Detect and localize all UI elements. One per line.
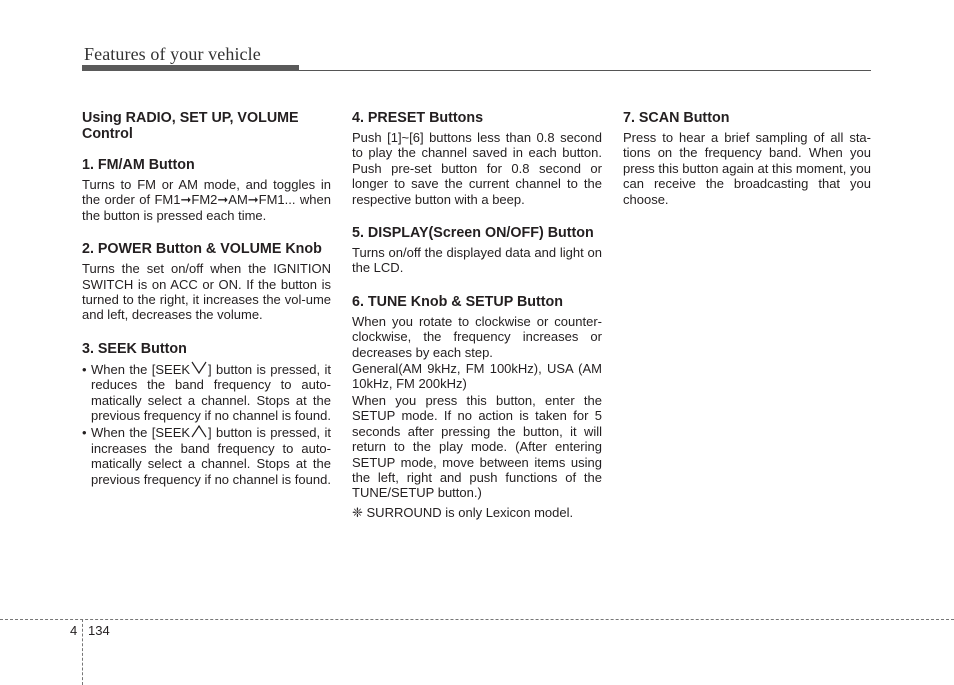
surround-note: ❈ SURROUND is only Lexicon model. bbox=[352, 504, 574, 520]
display-description: Turns on/off the displayed data and light on the LCD. bbox=[352, 245, 602, 276]
scan-description: Press to hear a brief sampling of all sta-tions on the frequency band. When you press this button again at this moment, you can receive the broadcasting that you choose. bbox=[623, 130, 871, 207]
chapter-number: 4 bbox=[70, 623, 78, 638]
header-rule bbox=[299, 70, 871, 71]
power-volume-description: Turns the set on/off when the IGNITION SWITCH is on ACC or ON. If the button is turned to the right, it increases the vol-ume and left, decreases the volume. bbox=[82, 261, 331, 323]
page-title: Features of your vehicle bbox=[84, 44, 261, 64]
section-heading-scan: 7. SCAN Button bbox=[623, 110, 730, 126]
header-accent-bar bbox=[82, 65, 299, 71]
setup-description: When you press this button, enter the SETUP mode. If no action is taken for 5 seconds after pressing the button, it will return to the play mode. (After entering SETUP mode, move between items using the left, right and push functions of the TUNE/SETUP button.) bbox=[352, 392, 602, 501]
section-heading-tune-setup: 6. TUNE Knob & SETUP Button bbox=[352, 293, 564, 310]
section-heading-display: 5. DISPLAY(Screen ON/OFF) Button bbox=[352, 225, 594, 242]
column-1 bbox=[82, 110, 331, 489]
column-3 bbox=[623, 110, 871, 207]
chevron-down-icon bbox=[191, 361, 207, 374]
section-heading-radio-controls: Using RADIO, SET UP, VOLUME Control bbox=[82, 110, 299, 142]
section-heading-preset: 4. PRESET Buttons bbox=[352, 110, 484, 126]
preset-description: Push [1]~[6] buttons less than 0.8 second to play the channel saved in each button. Push pre-set button for 0.8 second or longer to save the current channel to the respective button with a beep. bbox=[352, 130, 602, 207]
tune-frequency-steps: General(AM 9kHz, FM 100kHz), USA (AM 10kHz, FM 200kHz) bbox=[352, 361, 602, 392]
seek-bullet-list bbox=[82, 362, 331, 487]
section-heading-fm-am: 1. FM/AM Button bbox=[82, 157, 195, 173]
page-number: 134 bbox=[88, 623, 110, 638]
chevron-up-icon bbox=[191, 425, 207, 438]
list-item: • When the [SEEK ] button is pressed, it increases the band frequency to auto-matically select a channel. Stops at the previous frequency if no channel is found. bbox=[82, 425, 331, 487]
list-item: • When the [SEEK ] button is pressed, it reduces the band frequency to auto-matically select a channel. Stops at the previous frequency if no channel is found. bbox=[82, 362, 331, 424]
fm-am-description: Turns to FM or AM mode, and toggles in the order of FM1➞FM2➞AM➞FM1... when the button is pressed each time. bbox=[82, 177, 331, 223]
tune-description: When you rotate to clockwise or counter-clockwise, the frequency increases or decreases by each step. bbox=[352, 313, 602, 360]
column-2 bbox=[352, 110, 602, 520]
footer-dashed-divider bbox=[82, 619, 83, 685]
section-heading-seek: 3. SEEK Button bbox=[82, 340, 187, 357]
section-heading-power-volume: 2. POWER Button & VOLUME Knob bbox=[82, 241, 322, 258]
footer-dashed-rule bbox=[0, 619, 954, 620]
